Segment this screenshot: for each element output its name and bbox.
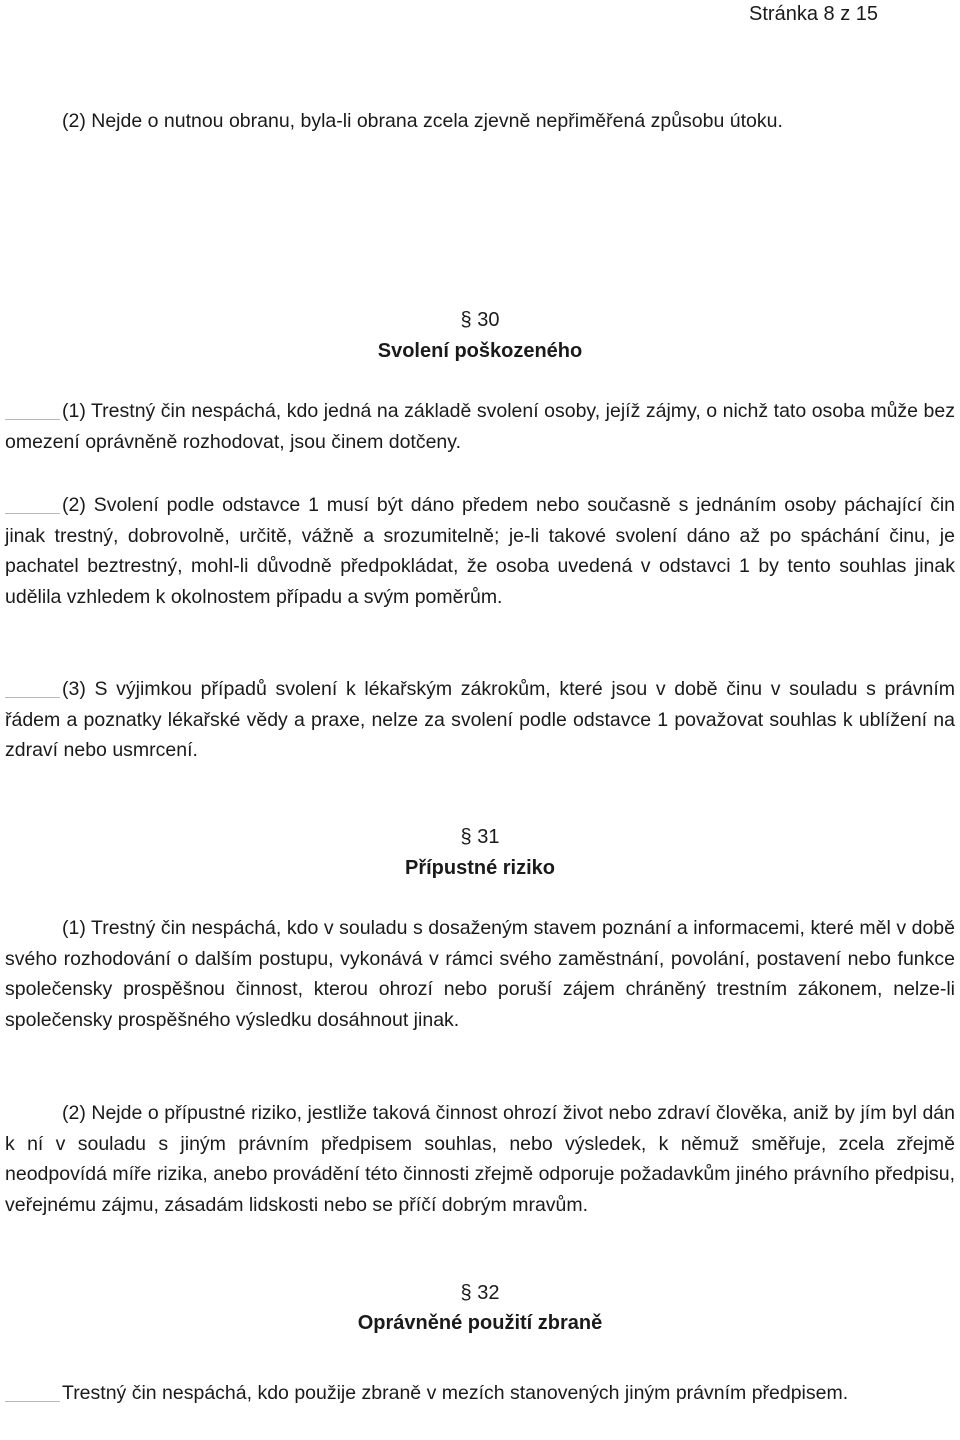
- section-30-paragraph-1: (1) Trestný čin nespáchá, kdo jedná na základě svolení osoby, jejíž zájmy, o nichž tato osoba může bez omezení oprávněně rozhodovat, jsou činem dotčeny.: [5, 396, 955, 457]
- section-number-32: § 32: [460, 1282, 500, 1304]
- section-30-paragraph-3: (3) S výjimkou případů svolení k lékařským zákrokům, které jsou v době činu v souladu s právním řádem a poznatky lékařské vědy a praxe, nelze za svolení podle odstavce 1 považovat souhlas k ublížení na zdraví nebo usmrcení.: [5, 674, 955, 766]
- section-number-30: § 30: [460, 309, 500, 331]
- paragraph-prev-section-2: (2) Nejde o nutnou obranu, byla-li obrana zcela zjevně nepřiměřená způsobu útoku.: [62, 110, 783, 132]
- section-title-30: Svolení poškozeného: [377, 340, 583, 362]
- section-number-31: § 31: [460, 826, 500, 848]
- section-31-paragraph-2: (2) Nejde o přípustné riziko, jestliže taková činnost ohrozí život nebo zdraví člověka, aniž by jím byl dán k ní v souladu s jiným právním předpisem souhlas, nebo výsledek, k němuž směřuje, zcela zřejmě neodpovídá míře rizika, anebo provádění této činnosti zřejmě odporuje požadavkům jiného právního předpisu, veřejnému zájmu, zásadám lidskosti nebo se příčí dobrým mravům.: [5, 1102, 955, 1216]
- section-title-31: Přípustné riziko: [404, 857, 556, 879]
- section-31-paragraph-1: (1) Trestný čin nespáchá, kdo v souladu s dosaženým stavem poznání a informacemi, které měl v době svého rozhodování o dalším postupu, vykonává v rámci svého zaměstnání, povolání, postavení nebo funkce společensky prospěšnou činnost, kterou ohrozí nebo poruší zájem chráněný trestním zákonem, nelze-li společensky prospěšného výsledku dosáhnout jinak.: [5, 917, 955, 1031]
- section-32-paragraph-1: Trestný čin nespáchá, kdo použije zbraně v mezích stanovených jiným právním předpisem.: [5, 1378, 955, 1409]
- section-30-paragraph-2: (2) Svolení podle odstavce 1 musí být dáno předem nebo současně s jednáním osoby páchající čin jinak trestný, dobrovolně, určitě, vážně a srozumitelně; je-li takové svolení dáno až po spáchání činu, je pachatel beztrestný, mohl-li důvodně předpokládat, že osoba uvedená v odstavci 1 by tento souhlas jinak udělila vzhledem k okolnostem případu a svým poměrům.: [5, 490, 955, 612]
- section-title-32: Oprávněné použití zbraně: [357, 1312, 603, 1334]
- page-number: Stránka 8 z 15: [749, 3, 878, 25]
